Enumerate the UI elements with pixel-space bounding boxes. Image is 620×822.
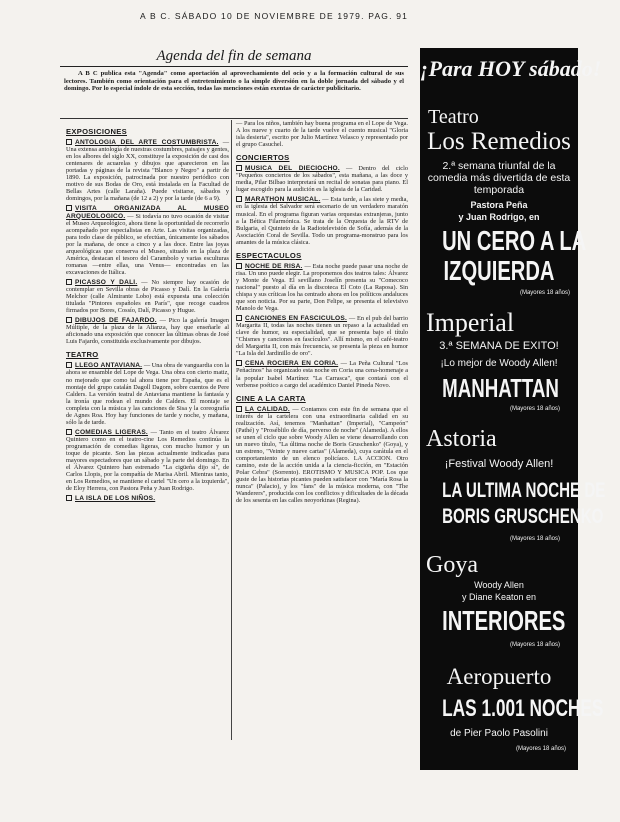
- item-text: — Tanto en el teatro Álvarez Quintero como en el teatro-cine Los Remedios continúa la programación de comedias ligeras, con mucho humor y un toque de picante. Son las piezas actualmente indicadas para mayores espectadores que un sábado y la parte del domingo. En el Álvarez Quintero han estrenado "La cigüeña dijo sí", de Carlos Llopis, por la compañía de Marisa Abril. Mientras tanto, en Los Remedios, se mantiene el cartel "Un cero a la izquierda", de Eloy Herrera, con Pastora Peña y Juan Rodrigo.: [66, 428, 229, 493]
- goya-cast-2: y Diane Keaton en: [461, 592, 537, 602]
- item-title: VISITA ORGANIZADA AL MUSEO ARQUEOLOGICO.: [66, 205, 229, 220]
- imperial-line-1: 3.ª SEMANA DE EXITO!: [439, 340, 559, 352]
- astoria-line-1: ¡Festival Woody Allen!: [444, 458, 554, 470]
- page-header: A B C. SÁBADO 10 DE NOVIEMBRE DE 1979. PAG. 91: [140, 11, 409, 21]
- remedios-show-line-1: UN CERO A LA: [442, 225, 587, 256]
- item-title: COMEDIAS LIGERAS.: [75, 428, 148, 436]
- section-heading-exposiciones: EXPOSICIONES: [66, 127, 127, 136]
- item-text: — En el pub del barrio Margarita II, todas las noches tienen un repaso a la actualidad en clave de humor, su especialidad, que se presenta bajo el título "Chismes y canciones en fascículos". Allí mismo, en el café-teatro del Margarita II, con más frecuencia, se presenta la pieza en humor "La Isla del Jardinillo de oro".: [236, 315, 408, 358]
- square-bullet-icon: [66, 279, 72, 285]
- venue-los-remedios: Los Remedios: [427, 128, 571, 155]
- article-item: [66, 495, 229, 502]
- square-bullet-icon: [66, 362, 72, 368]
- article-item: [236, 196, 408, 245]
- venue-label-teatro: Teatro: [428, 106, 479, 128]
- square-bullet-icon: [236, 165, 242, 171]
- imperial-film: MANHATTAN: [442, 373, 559, 403]
- aeropuerto-rating: (Mayores 18 años): [515, 746, 566, 752]
- goya-cast-1: Woody Allen: [474, 580, 524, 590]
- item-title: MARATHON MUSICAL.: [245, 196, 321, 204]
- section-heading-cine: CINE A LA CARTA: [236, 393, 306, 403]
- aeropuerto-director: de Pier Paolo Pasolini: [450, 728, 548, 739]
- article-item: [236, 165, 408, 193]
- aeropuerto-film: LAS 1.001 NOCHES: [442, 695, 604, 722]
- imperial-rating: (Mayores 18 años): [509, 406, 560, 412]
- item-text: — Una extensa antología de nuestras costumbres, paisajes y gentes, en los albores del siglo XX, constituye la exposición de casi dos centenares de acuarelas y dibujos que aparecieron en las portadas y páginas de la revista "Blanco y Negro" a partir de 1890. La exposición, patrocinada por nuestro periódico con motivo de sus Bodas de Oro, está instalada en la Facultad de Bellas Artes (calle Laraña). Puede visitarse, sábados y domingos, por la mañana (de 12 a 2) y por la tarde (de 6 a 9).: [66, 139, 229, 203]
- square-bullet-icon: [66, 205, 72, 211]
- imperial-line-2: ¡Lo mejor de Woody Allen!: [440, 358, 558, 369]
- item-title: CANCIONES EN FASCICULOS.: [245, 315, 348, 323]
- article-item: [66, 317, 229, 345]
- article-item: [66, 362, 229, 425]
- article-item: [236, 406, 408, 505]
- astoria-rating: (Mayores 18 años): [509, 536, 560, 542]
- item-text: — No siempre hay ocasión de contemplar en Sevilla obras de Picasso y Dalí. En la Galería Melchor (calle Almirante Lobo) está expuesta una colección titulada "Pintores españoles en París", que recoge cuadros firmados por Bores, Cossío, Dalí, Picasso y Hugue.: [66, 278, 229, 315]
- square-bullet-icon: [236, 315, 242, 321]
- square-bullet-icon: [236, 263, 242, 269]
- item-title: DIBUJOS DE FAJARDO.: [75, 317, 157, 325]
- astoria-film-line-1: LA ULTIMA NOCHE DE: [442, 479, 606, 502]
- article-item: [236, 263, 408, 312]
- continued-text: — Para los niños, también hay buena programa en el Lope de Vega. A los nueve y cuarto de la tarde vuelve el cuento musical "Gloria isla desierta", escrito por Julio Martínez Velasco y representado por el grupo Casuchel.: [236, 120, 408, 149]
- section-heading-teatro: TEATRO: [66, 350, 99, 360]
- item-title: LLEGO ANTAVIANA.: [75, 362, 143, 370]
- article-item: [236, 360, 408, 388]
- agenda-title: Agenda del fin de semana: [60, 48, 408, 67]
- item-text: — La Peña Cultural "Los Peñacinos" ha organizado esta noche en Coria una cena-homenaje a la popular Isabel Martínez "La Carrasca", que contará con el verbense poético a cargo del académico Daniel Pineda Novo.: [236, 360, 409, 389]
- item-title: LA ISLA DE LOS NIÑOS.: [75, 495, 156, 503]
- venue-goya: Goya: [426, 552, 478, 578]
- goya-rating: (Mayores 18 años): [509, 642, 560, 648]
- remedios-cast-1: Pastora Peña: [470, 200, 528, 210]
- item-text: — Dentro del ciclo "Pequeños conciertos de los sábados", esta mañana, a las doce y media, Pilar Bilbao interpretará un recital de sonatas para piano. El lugar escogido para la audición es la iglesia de la Caridad.: [236, 165, 408, 194]
- square-bullet-icon: [236, 360, 242, 366]
- remedios-cast-2: y Juan Rodrigo, en: [458, 212, 540, 222]
- item-text: — Una obra de vanguardia con la ahora se ensamble del Lope de Vega. Una obra con cierto matiz, no mejorado que como tal ahora tiene por España, que es el montaje del grupo catalán Dagoll Dagom, sobre cuentos de Pere Calders. La versión teatral de Antaviana mantiene la fantasía y la ironía que rodean el mundo de Calders. El montaje se completa con la música y las canciones de Sisa y la coreografía de Agnes Roa. Hoy hay funciones de tarde y noche, y mañana, sólo la de tarde.: [66, 362, 229, 426]
- goya-film: INTERIORES: [442, 605, 566, 636]
- cinema-advert: [420, 48, 606, 770]
- article-item: [66, 279, 229, 314]
- square-bullet-icon: [66, 429, 72, 435]
- square-bullet-icon: [66, 317, 72, 323]
- item-text: — Esta noche puede pasar una noche de risa. Un uno puede elegir. La proponemos dos teatros tales: Álvarez y Monte de Vega. El sevillano Joselín presenta su "Comecoco nacional" puesto al día en la discoteca El Coto (La Raposa). Sin chispa y sus críticas los ha centrado ahora en los políticos andaluces que son noticia. Por su parte, Don Felipe, se presenta el televisivo Manolo de Vega.: [236, 262, 408, 313]
- article-item: [66, 139, 229, 202]
- remedios-rating: (Mayores 18 años): [519, 290, 570, 296]
- square-bullet-icon: [236, 406, 242, 412]
- intro-divider: [60, 118, 408, 119]
- item-text: — Esta tarde, a las siete y media, en la iglesia del Salvador será escenario de un verdadero maratón musical. En el programa figuran varias orquestas extranjeras, junto a la Bética Filarmónica. Se trata de la Orquesta de la RTV de Bulgaria, el Quinteto de la Radiotelevisión de Sofía, además de la Asociación Coral de Sevilla. Todo un programa-monstruo para los amantes de la música clásica.: [236, 196, 408, 246]
- item-title: MUSICA DEL DIECIOCHO.: [245, 165, 340, 173]
- section-heading-espectaculos: ESPECTACULOS: [236, 250, 302, 260]
- square-bullet-icon: [66, 139, 72, 145]
- section-heading-conciertos: CONCIERTOS: [236, 153, 290, 163]
- item-title: LA CALIDAD.: [245, 405, 290, 413]
- article-item: [66, 205, 229, 275]
- remedios-show-line-2: IZQUIERDA: [443, 255, 555, 286]
- item-text: — Si todavía no tuvo ocasión de visitar el Museo Arqueológico, ahora tiene la oportunidad de recorrerlo acompañado por especialistas en Arte. Las visitas organizadas, para todo clase de público, se efectúan, únicamente los sábados por la mañana, de once a cinco y a las doce. Entre las joyas arqueológicas que conserva el Museo, situado en la plaza de América, destacan el tesoro del Carambolo y varias esculturas romanas —entre ellas, una Venus— encontradas en las excavaciones de Itálica.: [66, 212, 229, 276]
- agenda-intro: A B C publica esta "Agenda" como aportación al aprovechamiento del ocio y a la formación cultural de sus lectores. También como orientación para el entretenimiento o la simple diversión en la doble jornada del sábado y el domingo. Por lo especial índole de esta sección, todas las menciones están exentas de carácter publicitario.: [64, 70, 404, 93]
- article-item: [66, 429, 229, 492]
- middle-column: [236, 120, 408, 507]
- item-title: CENA ROCIERA EN CORIA.: [245, 360, 339, 368]
- remedios-tagline: 2.ª semana triunfal de la comedia más divertida de esta temporada: [427, 160, 571, 196]
- advert-headline: ¡Para HOY sábado!: [420, 56, 602, 81]
- square-bullet-icon: [236, 196, 242, 202]
- astoria-film-line-2: BORIS GRUSCHENKO: [442, 505, 604, 528]
- venue-aeropuerto: Aeropuerto: [446, 664, 552, 689]
- item-title: NOCHE DE RISA.: [245, 262, 303, 270]
- item-title: ANTOLOGIA DEL ARTE COSTUMBRISTA.: [75, 139, 219, 147]
- article-item: [236, 315, 408, 357]
- square-bullet-icon: [66, 495, 72, 501]
- venue-astoria: Astoria: [426, 426, 497, 452]
- item-title: PICASSO Y DALI.: [75, 278, 138, 286]
- venue-imperial: Imperial: [426, 308, 515, 337]
- column-divider: [231, 120, 232, 740]
- item-text: — Contamos con este fin de semana que el interés de la cartelera con una extraordinaria calidad en su realización. Así, tenemos "Manhattan" (Imperial), "Campeón" (Pathé) y "Proséblilo de día, perverso de noche" (Alameda). A ellos se unen el ciclo que sobre Woody Allen se viene desarrollando con un nuevo título, "La última noche de Boris Gruschenko" (Goya), y un estreno, "Veinte y nueve cartas" (Alameda), cuya carátula en el comportamiento de un elenco policíaco. LA ACCION. Otro camino, este de la acción unida a la ciencia-ficción, en "Estación Polar Cebra" (Sorrento). EROTISMO Y MUSICA POP. Los que guste de las historias picantes pueden satisfacer con "María Rosa la nunca" (Palacio), y los "fans" de la música moderna, con "The Wanderers", producida con los conflictos y dificultades de la década de los sesenta en las calles neoyorkinas (Regina).: [236, 405, 409, 505]
- left-column: [66, 122, 229, 505]
- item-text: — Pico la galería Imagen Múltiple, de la plaza de la Alianza, hay que enseñarle al aficionado una exposición que conocer las últimas obras de José Luis Fajardo, constituida exclusivamente por dibujos.: [66, 317, 230, 346]
